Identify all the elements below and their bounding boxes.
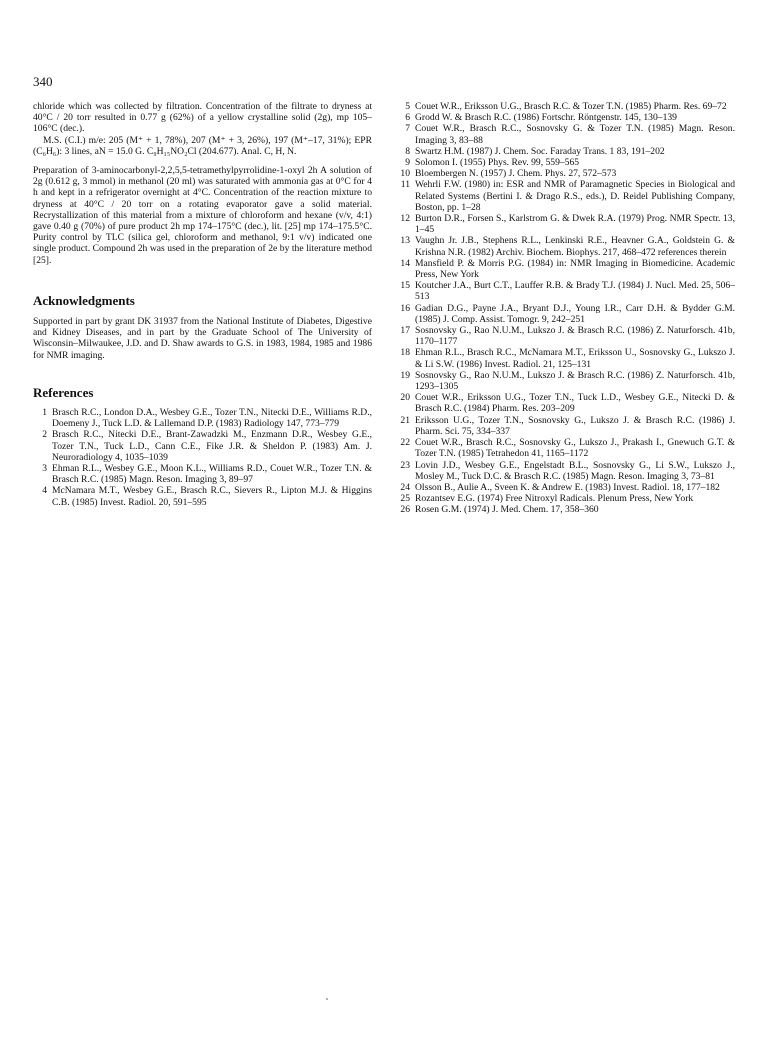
reference-text: Brasch R.C., London D.A., Wesbey G.E., Tozer T.N., Nitecki D.E., Williams R.D., Doemeny J., Tuck L.D. & Lallemand D.P. (1983) Radiology 147, 773–779 xyxy=(52,407,372,430)
reference-item xyxy=(33,429,372,463)
scan-speck xyxy=(326,998,328,1000)
reference-item xyxy=(395,146,735,157)
reference-text: Grodd W. & Brasch R.C. (1986) Fortschr. Röntgenstr. 145, 130–139 xyxy=(415,112,677,124)
reference-list-right xyxy=(395,101,735,516)
reference-text: Olsson B., Aulie A., Sveen K. & Andrew E. (1983) Invest. Radiol. 18, 177–182 xyxy=(415,481,720,493)
reference-number: 22 xyxy=(400,437,410,449)
reference-text: Lovin J.D., Wesbey G.E., Engelstadt B.L., Sosnovsky G., Li S.W., Lukszo J., Mosley M., Tuck D.C. & Brasch R.C. (1985) Magn. Reson. Imaging 3, 73–81 xyxy=(415,459,735,482)
reference-item xyxy=(33,407,372,429)
reference-text: Couet W.R., Eriksson U.G., Tozer T.N., Tuck L.D., Wesbey G.E., Nitecki D. & Brasch R.C. (1984) Pharm. Res. 203–209 xyxy=(415,392,735,415)
reference-text: Koutcher J.A., Burt C.T., Lauffer R.B. & Brady T.J. (1984) J. Nucl. Med. 25, 506–513 xyxy=(415,280,735,303)
reference-number: 2 xyxy=(42,429,47,441)
reference-text: Rosen G.M. (1974) J. Med. Chem. 17, 358–360 xyxy=(415,504,599,516)
reference-text: Brasch R.C., Nitecki D.E., Brant-Zawadzki M., Enzmann D.R., Wesbey G.E., Tozer T.N., Tuck L.D., Cann C.E., Fike J.R. & Sheldon P. (1983) Am. J. Neuroradiology 4, 1035–1039 xyxy=(52,429,372,463)
reference-text: Rozantsev E.G. (1974) Free Nitroxyl Radicals. Plenum Press, New York xyxy=(415,493,694,505)
body-paragraph-3: Preparation of 3-aminocarbonyl-2,2,5,5-tetramethylpyrrolidine-1-oxyl 2h A solution of 2g (0.612 g, 3 mmol) in methanol (20 ml) was saturated with ammonia gas at 0°C for 4 h and kept in a refrigerator overnight at 4°C. Concentration of the reaction mixture to dryness at 40°C / 20 torr on a rotating evaporator gave a solid material. Recrystallization of this material from a mixture of chloroform and hexane (v/v, 4:1) gave 0.40 g (70%) of pure product 2h mp 174–175°C (dec.), lit. [25] mp 174–175.5°C. Purity control by TLC (silica gel, chloroform and methanol, 9:1 v/v) indicated one single product. Compound 2h was used in the preparation of 2e by the literature method [25]. xyxy=(33,165,372,266)
reference-item xyxy=(395,482,735,493)
reference-text: Eriksson U.G., Tozer T.N., Sosnovsky G., Lukszo J. & Brasch R.C. (1986) J. Pharm. Sci. 75, 334–337 xyxy=(415,414,735,437)
acknowledgments-heading: Acknowledgments xyxy=(33,292,135,308)
reference-item xyxy=(395,280,735,302)
reference-item xyxy=(395,325,735,347)
reference-item xyxy=(395,213,735,235)
reference-text: Ehman R.L., Brasch R.C., McNamara M.T., Eriksson U., Sosnovsky G., Lukszo J. & Li S.W. (1986) Invest. Radiol. 21, 125–131 xyxy=(415,347,735,370)
reference-number: 5 xyxy=(405,101,410,112)
reference-item xyxy=(395,460,735,482)
reference-number: 21 xyxy=(400,414,410,426)
reference-item xyxy=(395,235,735,257)
reference-item xyxy=(395,258,735,280)
reference-number: 17 xyxy=(400,325,410,337)
reference-number: 12 xyxy=(400,213,410,225)
reference-number: 4 xyxy=(42,485,47,497)
reference-text: Wehrli F.W. (1980) in: ESR and NMR of Paramagnetic Species in Biological and Related Systems (Bertini I. & Drago R.S., eds.), D. Reidel Publishing Company, Boston, pp. 1–28 xyxy=(415,179,735,213)
reference-item xyxy=(395,123,735,145)
reference-number: 23 xyxy=(400,459,410,471)
reference-number: 8 xyxy=(405,145,410,157)
reference-number: 25 xyxy=(400,493,410,505)
reference-item xyxy=(395,392,735,414)
reference-item xyxy=(395,437,735,459)
reference-item xyxy=(395,347,735,369)
reference-item xyxy=(395,101,735,112)
reference-item xyxy=(395,415,735,437)
reference-number: 1 xyxy=(42,407,47,419)
reference-number: 11 xyxy=(400,179,410,191)
body-paragraph-1: chloride which was collected by filtration. Concentration of the filtrate to dryness at 40°C / 20 torr resulted in 0.77 g (62%) of a yellow crystalline solid (2g), mp 105–106°C (dec.). xyxy=(33,101,372,135)
reference-item xyxy=(395,370,735,392)
reference-number: 24 xyxy=(400,481,410,493)
reference-item xyxy=(395,157,735,168)
reference-item xyxy=(395,303,735,325)
reference-text: Ehman R.L., Wesbey G.E., Moon K.L., Williams R.D., Couet W.R., Tozer T.N. & Brasch R.C. (1985) Magn. Reson. Imaging 3, 89–97 xyxy=(52,463,372,486)
reference-number: 26 xyxy=(400,504,410,516)
reference-number: 7 xyxy=(405,123,410,135)
reference-item xyxy=(395,504,735,515)
body-paragraph-2: M.S. (C.I.) m/e: 205 (M⁺ + 1, 78%), 207 (M⁺ + 3, 26%), 197 (M⁺–17, 31%); EPR (C₆H₆): 3 lines, aN = 15.0 G. C₉H₁₅NO₂Cl (204.677). Anal. C, H, N. xyxy=(33,134,372,157)
references-heading: References xyxy=(33,384,94,400)
reference-text: Couet W.R., Eriksson U.G., Brasch R.C. & Tozer T.N. (1985) Pharm. Res. 69–72 xyxy=(415,101,727,112)
acknowledgments-text: Supported in part by grant DK 31937 from the National Institute of Diabetes, Digestive and Kidney Diseases, and in part by the Graduate School of The University of Wisconsin–Milwaukee, J.D. and D. Shaw awards to G.S. in 1983, 1984, 1985 and 1986 for NMR imaging. xyxy=(33,316,372,361)
reference-number: 14 xyxy=(400,257,410,269)
reference-item xyxy=(395,493,735,504)
reference-number: 15 xyxy=(400,280,410,292)
right-column xyxy=(395,101,735,516)
reference-number: 19 xyxy=(400,369,410,381)
page-number: 340 xyxy=(33,74,53,89)
reference-item xyxy=(395,168,735,179)
reference-text: McNamara M.T., Wesbey G.E., Brasch R.C., Sievers R., Lipton M.J. & Higgins C.B. (1985) Invest. Radiol. 20, 591–595 xyxy=(52,485,372,508)
reference-number: 6 xyxy=(405,112,410,124)
reference-item xyxy=(33,463,372,485)
reference-text: Burton D.R., Forsen S., Karlstrom G. & Dwek R.A. (1979) Prog. NMR Spectr. 13, 1–45 xyxy=(415,213,735,236)
reference-item xyxy=(395,179,735,213)
reference-text: Vaughn Jr. J.B., Stephens R.L., Lenkinski R.E., Heavner G.A., Goldstein G. & Krishna N.R. (1982) Archiv. Biochem. Biophys. 217, 468–472 references therein xyxy=(415,235,735,258)
reference-number: 18 xyxy=(400,347,410,359)
reference-number: 13 xyxy=(400,235,410,247)
reference-number: 9 xyxy=(405,157,410,169)
reference-list-left xyxy=(33,407,372,508)
reference-text: Mansfield P. & Morris P.G. (1984) in: NMR Imaging in Biomedicine. Academic Press, New York xyxy=(415,257,735,281)
reference-text: Couet W.R., Brasch R.C., Sosnovsky G. & Tozer T.N. (1985) Magn. Reson. Imaging 3, 83–88 xyxy=(415,123,735,146)
reference-number: 20 xyxy=(400,392,410,404)
reference-text: Couet W.R., Brasch R.C., Sosnovsky G., Lukszo J., Prakash I., Gnewuch G.T. & Tozer T.N. (1985) Tetrahedon 41, 1165–1172 xyxy=(415,437,735,460)
reference-number: 16 xyxy=(400,302,410,314)
reference-item xyxy=(395,112,735,123)
reference-text: Sosnovsky G., Rao N.U.M., Lukszo J. & Brasch R.C. (1986) Z. Naturforsch. 41b, 1293–1305 xyxy=(415,369,735,393)
reference-text: Gadian D.G., Payne J.A., Bryant D.J., Young I.R., Carr D.H. & Bydder G.M. (1985) J. Comp. Assist. Tomogr. 9, 242–251 xyxy=(415,302,735,325)
reference-number: 10 xyxy=(400,168,410,180)
reference-number: 3 xyxy=(42,463,47,475)
reference-text: Swartz H.M. (1987) J. Chem. Soc. Faraday Trans. 1 83, 191–202 xyxy=(415,145,665,157)
reference-text: Solomon I. (1955) Phys. Rev. 99, 559–565 xyxy=(415,157,580,169)
reference-text: Sosnovsky G., Rao N.U.M., Lukszo J. & Brasch R.C. (1986) Z. Naturforsch. 41b, 1170–1177 xyxy=(415,325,735,348)
reference-item xyxy=(33,485,372,507)
reference-text: Bloembergen N. (1957) J. Chem. Phys. 27, 572–573 xyxy=(415,168,617,180)
left-column xyxy=(33,101,372,508)
